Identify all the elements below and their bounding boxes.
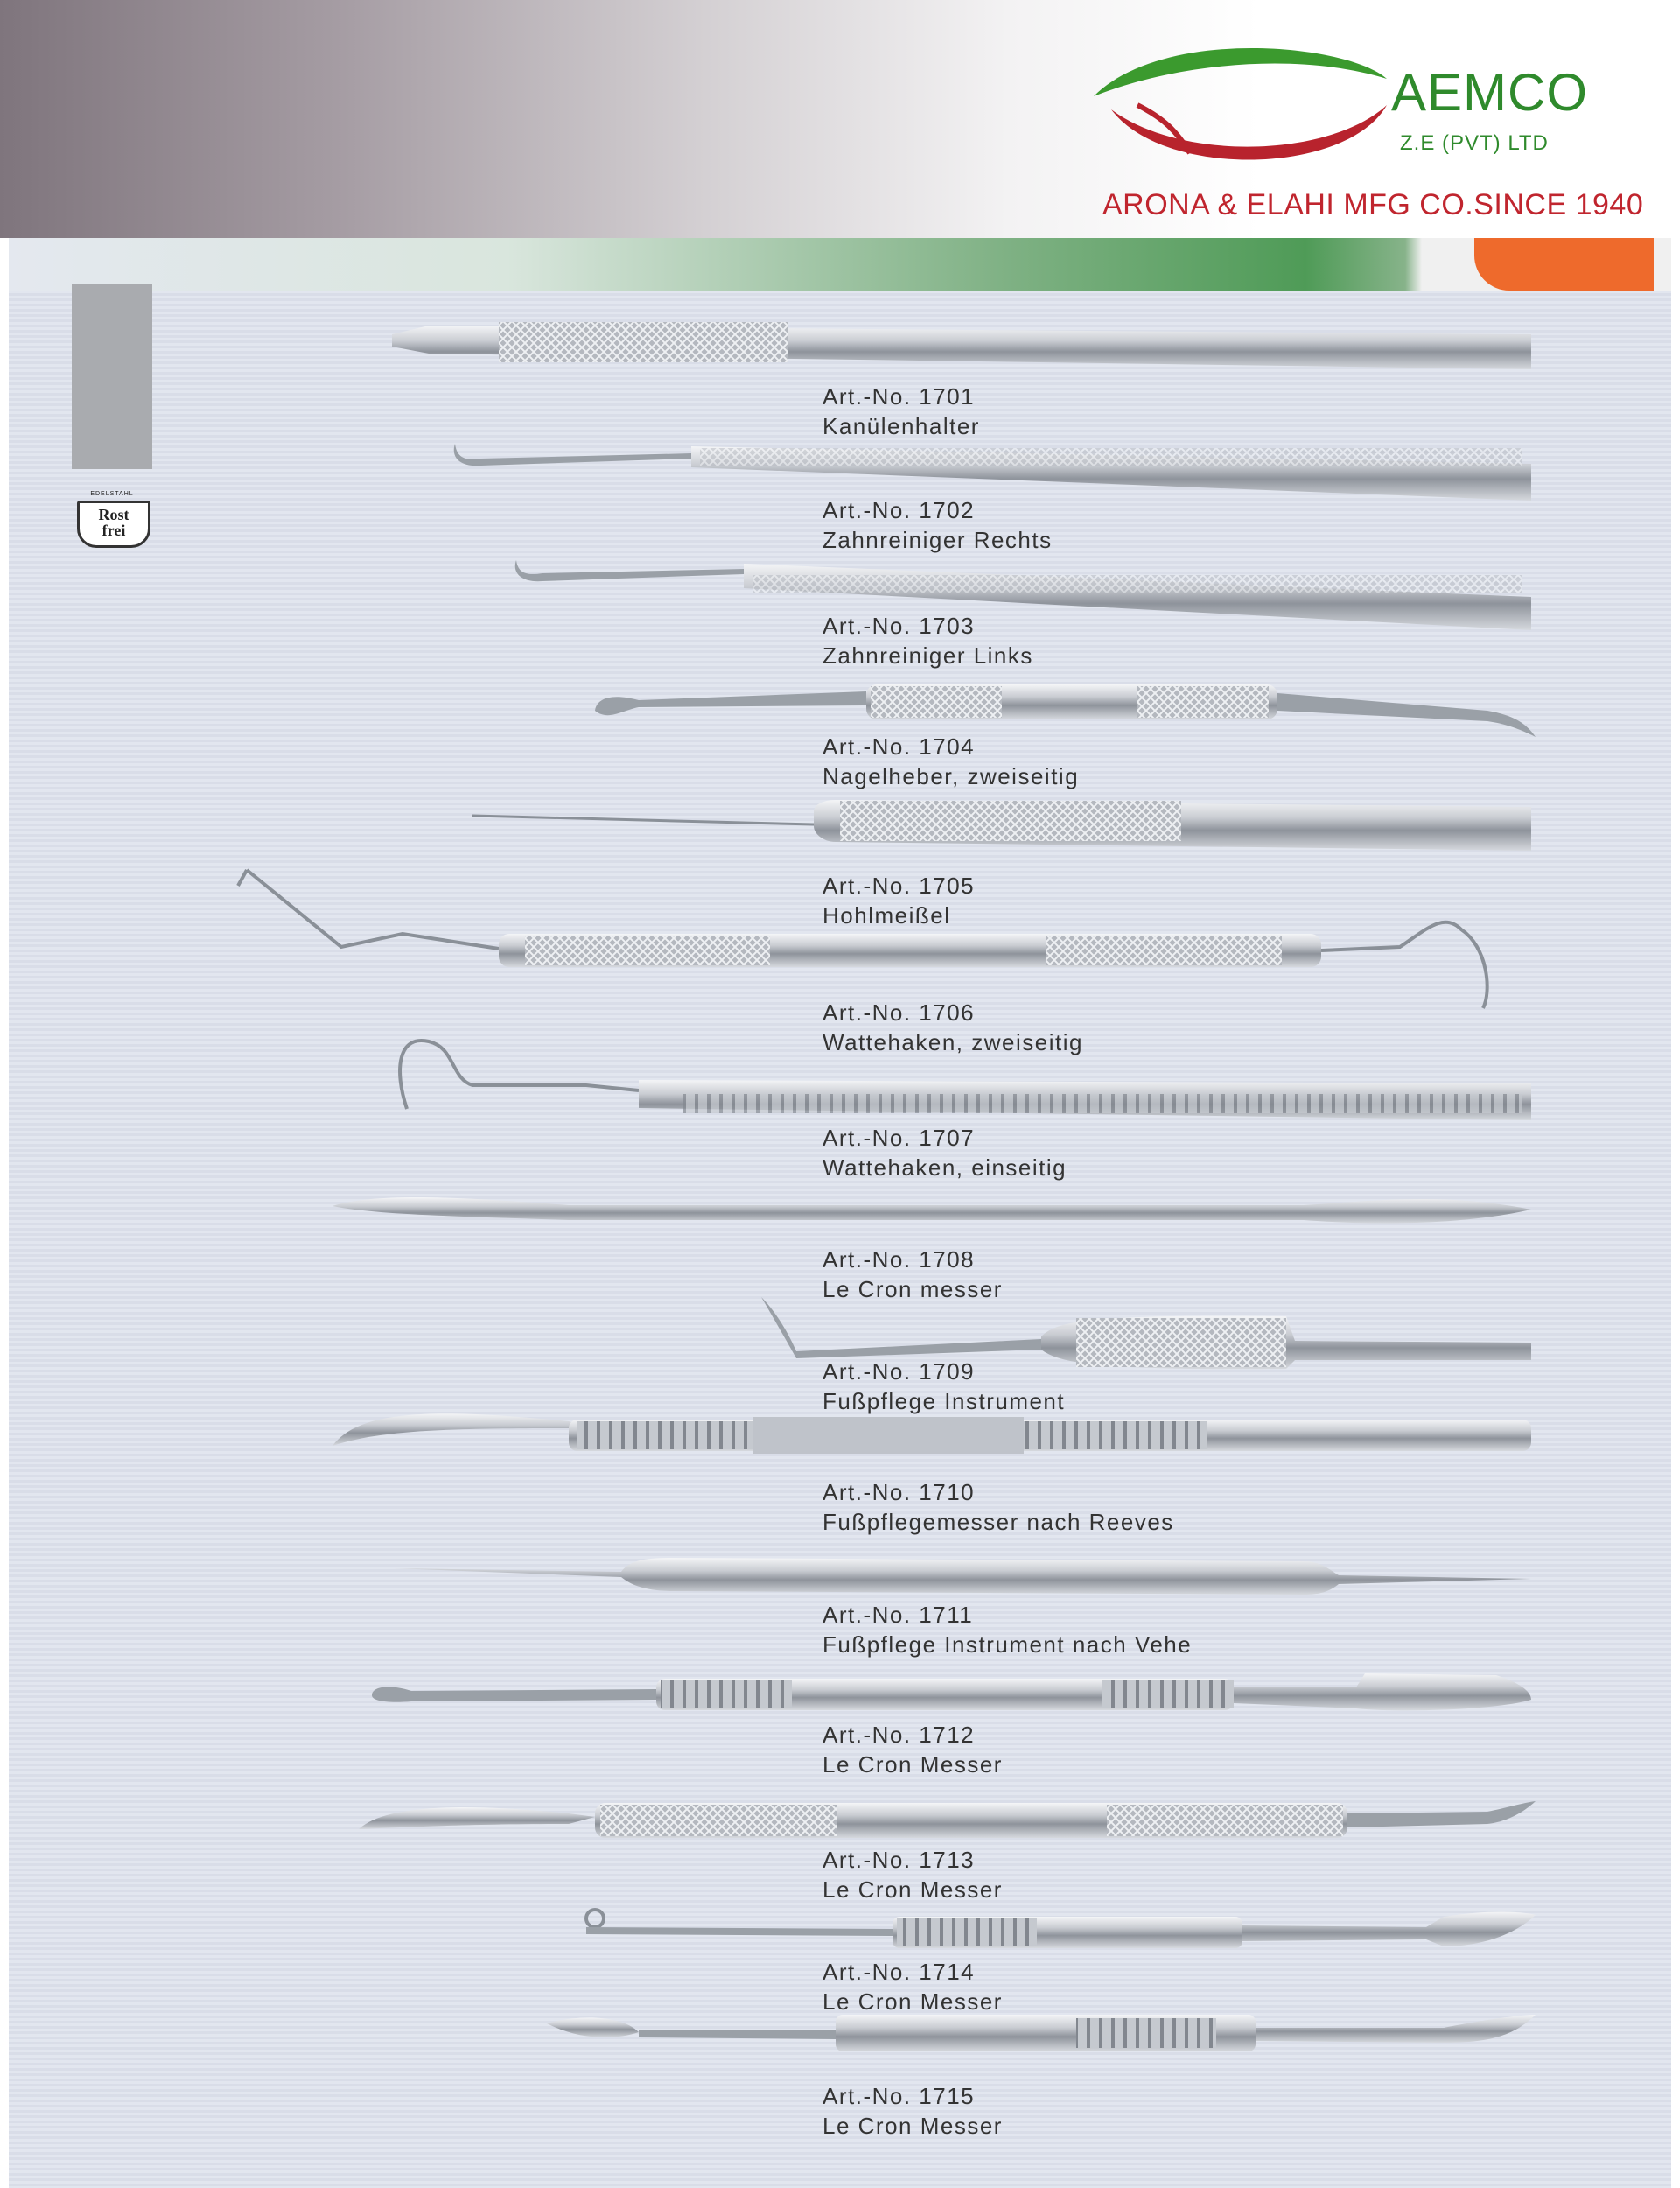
item-art-no: Art.-No. 1713 bbox=[822, 1847, 976, 1873]
instrument-1708 bbox=[332, 1197, 1531, 1224]
instrument-1710 bbox=[332, 1413, 1531, 1454]
instrument-1701 bbox=[392, 322, 1531, 369]
instrument-1711 bbox=[394, 1558, 1531, 1595]
brand-tagline: ARONA & ELAHI MFG CO.SINCE 1940 bbox=[1102, 188, 1644, 221]
item-art-no: Art.-No. 1706 bbox=[822, 999, 976, 1026]
item-art-no: Art.-No. 1705 bbox=[822, 873, 976, 899]
item-art-no: Art.-No. 1715 bbox=[822, 2083, 976, 2109]
item-name: Fußpflege Instrument nach Vehe bbox=[822, 1631, 1193, 1658]
catalog-page bbox=[9, 238, 1671, 2188]
item-name: Wattehaken, zweiseitig bbox=[822, 1029, 1083, 1055]
item-name: Le Cron Messer bbox=[822, 1751, 1003, 1778]
brand-suffix: Z.E (PVT) LTD bbox=[1400, 131, 1549, 155]
instrument-1712 bbox=[372, 1673, 1531, 1710]
item-art-no: Art.-No. 1707 bbox=[822, 1125, 976, 1151]
instrument-1703 bbox=[515, 560, 1531, 630]
item-art-no: Art.-No. 1711 bbox=[822, 1602, 974, 1628]
item-name: Zahnreiniger Rechts bbox=[822, 527, 1053, 553]
item-art-no: Art.-No. 1714 bbox=[822, 1959, 976, 1985]
item-art-no: Art.-No. 1708 bbox=[822, 1246, 976, 1273]
item-name: Fußpflegemesser nach Reeves bbox=[822, 1509, 1174, 1535]
item-name: Nagelheber, zweiseitig bbox=[822, 763, 1080, 789]
item-name: Fußpflege Instrument bbox=[822, 1388, 1066, 1414]
instrument-1705 bbox=[472, 800, 1531, 851]
brand-name: AEMCO bbox=[1391, 63, 1589, 122]
item-name: Kanülenhalter bbox=[822, 413, 980, 439]
item-name: Le Cron messer bbox=[822, 1276, 1003, 1302]
badge-top-text: EDELSTAHL bbox=[90, 491, 134, 497]
item-art-no: Art.-No. 1712 bbox=[822, 1722, 976, 1748]
item-name: Hohlmeißel bbox=[822, 902, 951, 929]
instrument-1713 bbox=[359, 1801, 1536, 1838]
company-logo bbox=[1085, 35, 1644, 228]
badge-line-2: frei bbox=[102, 522, 126, 539]
instrument-1715 bbox=[547, 2015, 1536, 2051]
item-art-no: Art.-No. 1704 bbox=[822, 733, 976, 760]
item-name: Le Cron Messer bbox=[822, 1876, 1003, 1903]
header bbox=[0, 0, 1680, 238]
instrument-1704 bbox=[595, 684, 1536, 737]
item-art-no: Art.-No. 1701 bbox=[822, 383, 976, 410]
item-art-no: Art.-No. 1709 bbox=[822, 1358, 976, 1385]
item-name: Zahnreiniger Links bbox=[822, 642, 1033, 669]
instrument-1714 bbox=[586, 1910, 1536, 1948]
item-art-no: Art.-No. 1703 bbox=[822, 613, 976, 639]
item-art-no: Art.-No. 1702 bbox=[822, 497, 976, 523]
item-name: Le Cron Messer bbox=[822, 2113, 1003, 2139]
badge-line-1: Rost bbox=[98, 506, 130, 523]
instrument-1702 bbox=[454, 444, 1531, 501]
item-art-no: Art.-No. 1710 bbox=[822, 1479, 976, 1505]
item-name: Wattehaken, einseitig bbox=[822, 1154, 1068, 1181]
item-name: Le Cron Messer bbox=[822, 1988, 1003, 2015]
